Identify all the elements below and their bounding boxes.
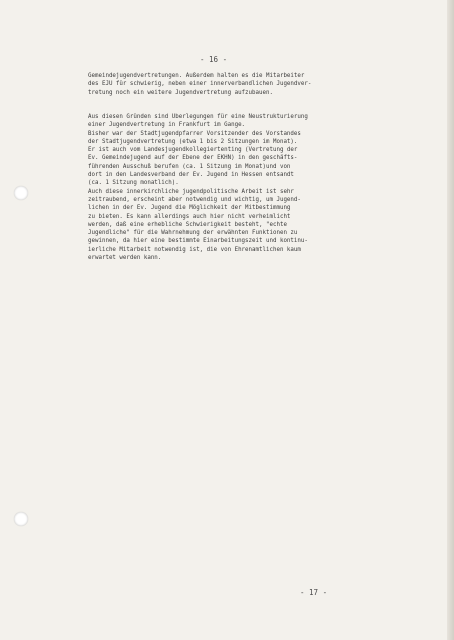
text-line: lichen in der Ev. Jugend die Möglichkeit der Mitbestimmung <box>88 205 291 212</box>
text-line: der Stadtjugendvertretung (etwa 1 bis 2 Sitzungen im Monat). <box>88 138 298 145</box>
text-line: führenden Ausschuß berufen (ca. 1 Sitzung im Monat)und von <box>88 163 291 170</box>
punch-hole-top <box>14 186 28 200</box>
text-line: Bisher war der Stadtjugendpfarrer Vorsitzender des Vorstandes <box>88 130 301 137</box>
paragraph-2 <box>88 113 398 262</box>
text-line: gewinnen, da hier eine bestimmte Einarbeitungszeit und kontinu- <box>88 238 308 245</box>
text-line: werden, daß eine erhebliche Schwierigkeit besteht, "echte <box>88 221 287 228</box>
text-line: Gemeindejugendvertretungen. Außerdem halten es die Mitarbeiter <box>88 73 305 79</box>
text-line: Ev. Gemeindejugend auf der Ebene der EKHN) in den geschäfts- <box>88 155 298 162</box>
text-line: zu bieten. Es kann allerdings auch hier nicht verheimlicht <box>88 213 291 220</box>
text-line: (ca. 1 Sitzung monatlich). <box>88 180 179 187</box>
text-line: ierliche Mitarbeit notwendig ist, die von Ehrenamtlichen kaum <box>88 246 301 253</box>
text-line: Aus diesen Gründen sind Überlegungen für eine Neustrukturierung <box>88 114 308 120</box>
page-number-top: - 16 - <box>200 55 228 64</box>
text-line: zeitraubend, erscheint aber notwendig und wichtig, um Jugend- <box>88 196 301 203</box>
page-edge-shadow <box>447 0 454 640</box>
text-line: einer Jugendvertretung in Frankfurt im Gange. <box>88 122 246 129</box>
text-line: Er ist auch vom Landesjugendkollegiertenting (Vertretung der <box>88 147 298 154</box>
text-line: des EJU für schwierig, neben einer innerverbandlichen Jugendver- <box>88 81 312 88</box>
page-number-bottom: - 17 - <box>300 588 328 597</box>
paragraph-1 <box>88 72 398 97</box>
text-line: tretung noch ein weitere Jugendvertretung aufzubauen. <box>88 89 273 96</box>
text-line: Jugendliche" für die Wahrnehmung der erwähnten Funktionen zu <box>88 230 298 237</box>
text-line: dort in den Landesverband der Ev. Jugend in Hessen entsandt <box>88 172 294 179</box>
text-line: Auch diese innerkirchliche jugendpolitische Arbeit ist sehr <box>88 188 294 195</box>
punch-hole-bottom <box>14 512 28 526</box>
text-line: erwartet werden kann. <box>88 255 162 262</box>
